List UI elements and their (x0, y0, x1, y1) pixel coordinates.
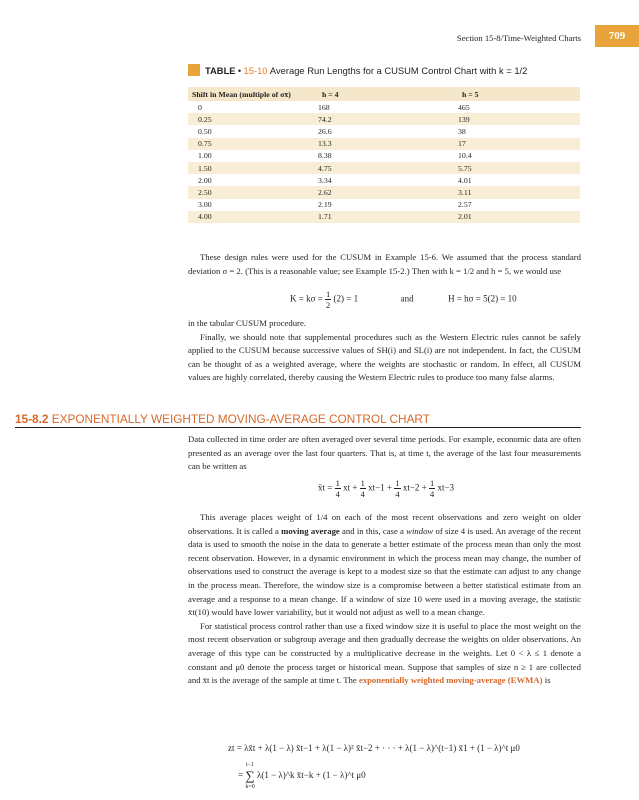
equation-k-h (290, 289, 517, 310)
table-cell: 3.00 (198, 200, 212, 210)
table-label: TABLE (205, 65, 236, 76)
table-cell: 0.75 (198, 139, 212, 149)
table-row (188, 186, 580, 198)
paragraph-text: For statistical process control rather than use a fixed window size it is useful to place the most weight on the most recent observation or subgroup average and then gradually decrease the weights on older observations. An average of this type can be constructed by a multiplicative decrease in the weights. Let 0 < λ ≤ 1 denote a constant and μ0 denote the process target or historical mean. Suppose that samples of size n ≥ 1 are collected and x̄t is the average of the sample at time t. The exponentially weighted moving-average (EWMA) is (188, 620, 581, 686)
section-heading (15, 412, 581, 428)
keyword-ewma: exponentially weighted moving-average (EWMA) (358, 675, 543, 686)
section-number: 15-8.2 (15, 412, 49, 426)
sum-symbol: t−1 ∑ k=0 (245, 762, 255, 790)
table-cell: 38 (458, 126, 466, 136)
paragraph-data-averaged (188, 433, 581, 474)
table-marker-icon (188, 64, 200, 76)
table-row (188, 150, 580, 162)
equation-ewma-sum: = t−1 ∑ k=0 λ(1 − λ)^k x̄t−k + (1 − λ)^t μ0 (238, 762, 366, 790)
table-cell: 1.50 (198, 163, 212, 173)
table-header-row (188, 87, 580, 101)
eq-k-fraction: $\frac{1}{2}$ (326, 289, 331, 310)
table-row (188, 113, 580, 125)
table-row (188, 138, 580, 150)
paragraph-text: Data collected in time order are often averaged over several time periods. For example, economic data are often presented as an average over the last four quarters. That is, at time t, the average of the last four measurements can be written as (188, 434, 581, 472)
paragraph-text: Finally, we should note that supplemental procedures such as the Western Electric rules cannot be safely applied to the CUSUM because successive values of SH(i) and SL(i) are not independent. In fact, the CUSUM can be thought of as a weighted average, where the weights are stochastic or random. In effect, all CUSUM values are highly correlated, thereby causing the Western Electric rules to produce too many false alarms. (188, 331, 581, 383)
table-cell: 5.75 (458, 163, 472, 173)
table-col-header: Shift in Mean (multiple of σx̄) (192, 89, 291, 99)
table-cell: 4.75 (318, 163, 332, 173)
table-cell: 2.00 (198, 175, 212, 185)
eq-and: and (400, 293, 414, 304)
table-cell: 4.00 (198, 212, 212, 222)
table-cell: 2.50 (198, 187, 212, 197)
table-cell: 2.01 (458, 212, 472, 222)
table-row (188, 125, 580, 137)
table-cell: 8.38 (318, 151, 332, 161)
table-cell: 1.71 (318, 212, 332, 222)
table-cell: 4.01 (458, 175, 472, 185)
table-cell: 139 (458, 114, 470, 124)
table-cell: 13.3 (318, 139, 332, 149)
table-row (188, 174, 580, 186)
table-title: Average Run Lengths for a CUSUM Control Chart with k = 1/2 (269, 65, 528, 76)
table-cell: 0.25 (198, 114, 212, 124)
table-number: 15-10 (243, 65, 268, 76)
table-cell: 2.57 (458, 200, 472, 210)
eq-avg-lhs: x̄t = (318, 482, 333, 493)
table-cell: 168 (318, 102, 330, 112)
table-cell: 0.50 (198, 126, 212, 136)
table-bullet: • (237, 65, 242, 76)
paragraph-tabular (188, 317, 581, 385)
paragraph-design-rules (188, 251, 581, 278)
eq-k-lhs: K = kσ = (290, 293, 323, 304)
paragraph-moving-average (188, 511, 581, 688)
table-cell: 26.6 (318, 126, 332, 136)
page-number: 709 (595, 25, 639, 47)
table-cell: 10.4 (458, 151, 472, 161)
table-row (188, 199, 580, 211)
table-cell: 3.11 (458, 187, 472, 197)
keyword-moving-average: moving average (281, 525, 340, 536)
table-cell: 0 (198, 102, 202, 112)
table-cell: 1.00 (198, 151, 212, 161)
section-title: EXPONENTIALLY WEIGHTED MOVING-AVERAGE CONTROL CHART (51, 412, 430, 426)
paragraph-text: These design rules were used for the CUSUM in Example 15-6. We assumed that the process standard deviation σ = 2. (This is a reasonable value; see Example 15-2.) Then with k = 1/2 and h = 5, we would use (188, 252, 581, 276)
arl-table (188, 87, 580, 223)
table-col-header: h = 4 (322, 89, 339, 99)
paragraph-text: This average places weight of 1/4 on each of the most recent observations and zero weight on older observations. It is called a moving average and in this, case a window of size 4 is used. An average of the recent data is used to smooth the noise in the data to generate a better estimate of the process mean than only the most recent observation. However, in a dynamic environment in which the process mean may change, the number of observations used to construct the average is kept to a modest size so that the estimate can adjust to any change in the process mean. Therefore, the window size is a compromise between a better statistical estimate from an average and a response to a mean change. If a window of size 10 were used in a moving average, the statistic x̄t(10) would have lower variability, but it would not adjust as well to a mean change. (188, 512, 581, 618)
table-col-header: h = 5 (462, 89, 479, 99)
table-cell: 2.62 (318, 187, 332, 197)
table-cell: 2.19 (318, 200, 332, 210)
equation-ewma-expanded: zt = λx̄t + λ(1 − λ) x̄t−1 + λ(1 − λ)² x̄t−2 + · · · + λ(1 − λ)^(t−1) x̄1 + (1 − λ)^t μ0 (228, 743, 520, 753)
running-header: Section 15-8/Time-Weighted Charts (456, 33, 581, 43)
eq-h: H = hσ = 5(2) = 10 (448, 293, 517, 304)
table-row (188, 211, 580, 223)
eq-k-rhs: (2) = 1 (333, 293, 359, 304)
table-row (188, 162, 580, 174)
table-cell: 74.2 (318, 114, 332, 124)
table-cell: 17 (458, 139, 466, 149)
table-caption (188, 64, 527, 77)
equation-moving-average: x̄t = $\frac{1}{4}$ xt + $\frac{1}{4}$ xt−1 + $\frac{1}{4}$ xt−2 + $\frac{1}{4}$ xt−3 (318, 478, 455, 499)
table-row (188, 101, 580, 113)
table-cell: 3.34 (318, 175, 332, 185)
table-cell: 465 (458, 102, 470, 112)
paragraph-text: in the tabular CUSUM procedure. (188, 318, 306, 328)
